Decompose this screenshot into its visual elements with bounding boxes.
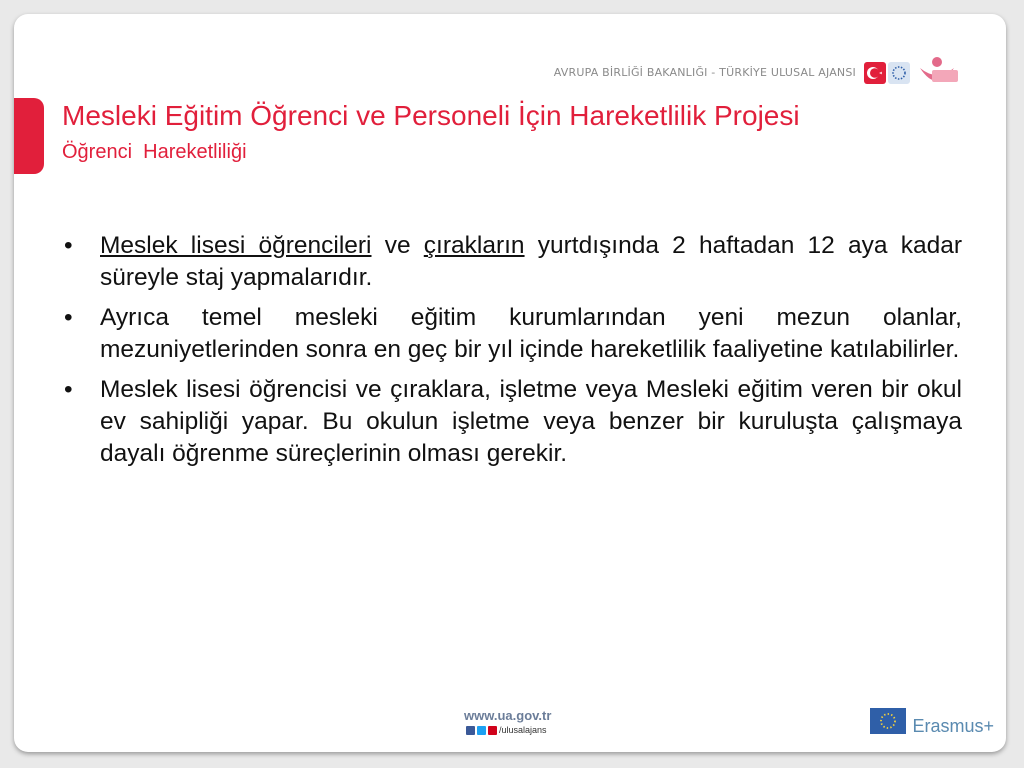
bullet-text: Meslek lisesi öğrencisi ve çıraklara, işletme veya Mesleki eğitim veren bir okul ev sahipliği yapar. Bu okulun işletme veya benzer bir kuruluşta çalışmaya dayalı öğrenme süreçlerinin olması gerekir. [100,376,962,467]
erasmus-brand: Erasmus+ [912,716,994,736]
bullet-item [58,230,962,294]
youtube-icon [488,726,497,735]
underlined-term: çırakların [423,232,525,259]
slide [14,14,1006,752]
bullet-text: ve [371,232,424,259]
social-handle: /ulusalajans [499,725,547,735]
bullet-text: Ayrıca temel mesleki eğitim kurumlarından yeni mezun olanlar, mezuniyetlerinden sonra en geç bir yıl içinde hareketlilik faaliyetine katılabilirler. [100,304,962,363]
accent-bar [14,98,44,174]
ulusal-ajans-logo [914,54,960,96]
facebook-icon [466,726,475,735]
footer-url: www.ua.gov.tr [464,708,552,723]
bullet-marker: • [64,232,73,259]
header-org-text: AVRUPA BİRLİĞİ BAKANLIĞI - TÜRKİYE ULUSAL AJANSI [553,66,856,79]
bullet-marker: • [64,376,73,403]
slide-subtitle: Öğrenci Hareketliliği [62,141,247,163]
slide-title: Mesleki Eğitim Öğrenci ve Personeli İçin Hareketlilik Projesi [62,100,800,131]
bullet-text: yurtdışında 2 haftadan 12 aya kadar süreyle staj yapmalarıdır. [100,232,962,291]
bullet-list [58,230,962,478]
twitter-icon [477,726,486,735]
bullet-item [58,374,962,470]
bullet-item [58,302,962,366]
turkey-eu-flags-logo [864,58,912,90]
footer-social [466,725,547,735]
eu-flag-icon [870,708,906,734]
bullet-marker: • [64,304,73,331]
underlined-term: Meslek lisesi öğrencileri [100,232,372,259]
